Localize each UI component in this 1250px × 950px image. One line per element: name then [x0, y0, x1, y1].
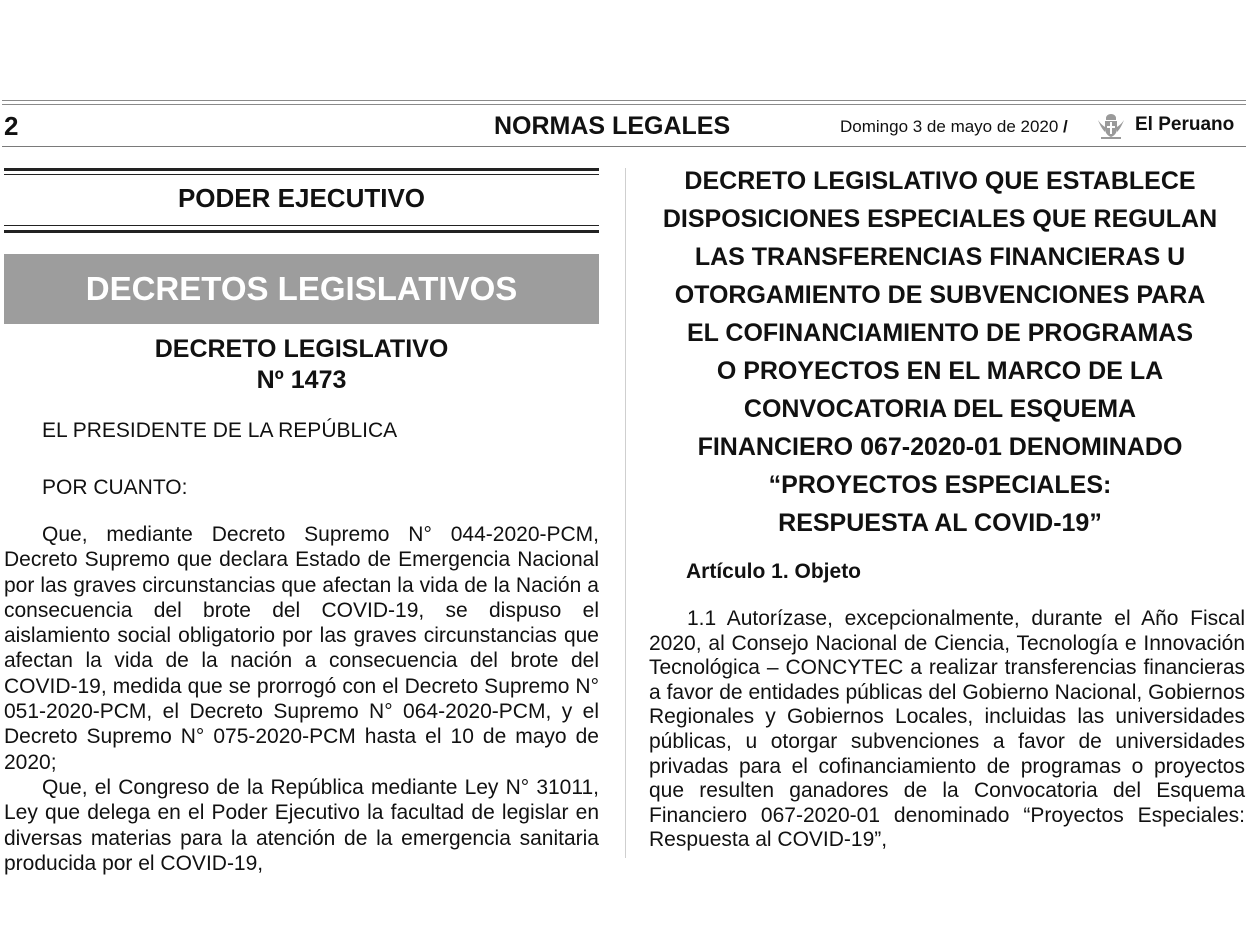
- branch-rule-bottom-thin: [4, 225, 599, 226]
- section-banner: [4, 254, 599, 324]
- header-rule-top: [2, 100, 1246, 101]
- header-rule-bottom: [2, 146, 1246, 147]
- title-line: FINANCIERO 067-2020-01 DENOMINADO: [697, 433, 1183, 461]
- title-line: CONVOCATORIA DEL ESQUEMA: [743, 395, 1137, 423]
- brand-name: El Peruano: [1135, 114, 1235, 135]
- right-body-text: [649, 607, 1245, 858]
- title-line: O PROYECTOS EN EL MARCO DE LA: [716, 357, 1164, 385]
- por-cuanto-line: POR CUANTO:: [42, 476, 188, 499]
- section-title: NORMAS LEGALES: [494, 112, 731, 140]
- section-banner-text: DECRETOS LEGISLATIVOS: [85, 270, 518, 307]
- paragraph: Que, mediante Decreto Supremo N° 044-2020-PCM, Decreto Supremo que declara Estado de Emergencia Nacional por las graves circunstancias que afectan la vida de la Nación a consecuencia del brote del COVID-19, se dispuso el aislamiento social obligatorio por las graves circunstancias que afectan la vida de la nación a consecuencia del brote del COVID-19, medida que se prorrogó con el Decreto Supremo N° 051-2020-PCM, el Decreto Supremo N° 064-2020-PCM, y el Decreto Supremo N° 075-2020-PCM hasta el 10 de mayo de 2020;: [4, 523, 599, 774]
- title-line: LAS TRANSFERENCIAS FINANCIERAS U: [694, 243, 1186, 271]
- column-divider: [625, 168, 626, 858]
- title-line: RESPUESTA AL COVID-19”: [778, 509, 1102, 537]
- header-date-line: [840, 117, 1068, 137]
- paragraph: Que, el Congreso de la República mediante Ley N° 31011, Ley que delega en el Poder Ejecutivo la facultad de legislar en diversas materias para la atención de la emergencia sanitaria producida por el COVID-19,: [4, 775, 599, 875]
- president-line: EL PRESIDENTE DE LA REPÚBLICA: [42, 419, 398, 442]
- coat-of-arms-icon: [1096, 111, 1126, 141]
- header-rule-top-second: [2, 104, 1246, 105]
- branch-heading: PODER EJECUTIVO: [177, 183, 426, 213]
- decree-full-title: [655, 162, 1225, 542]
- article-heading: Artículo 1. Objeto: [686, 560, 862, 583]
- title-line: “PROYECTOS ESPECIALES:: [768, 471, 1112, 499]
- paragraph: 1.1 Autorízase, excepcionalmente, durante el Año Fiscal 2020, al Consejo Nacional de Ciencia, Tecnología e Innovación Tecnológica – CONCYTEC a realizar transferencias financieras a favor de entidades públicas del Gobierno Nacional, Gobiernos Regionales y Gobiernos Locales, incluidas las universidades públicas, u otorgar subvenciones a favor de universidades privadas para el cofinanciamiento de programas o proyectos que resulten ganadores de la Convocatoria del Esquema Financiero 067-2020-01 denominado “Proyectos Especiales: Respuesta al COVID-19”,: [649, 607, 1245, 852]
- decree-title: [4, 334, 599, 396]
- date-separator: /: [1063, 117, 1068, 136]
- branch-rule-top-thick: [4, 168, 599, 171]
- publication-date: Domingo 3 de mayo de 2020: [840, 117, 1059, 136]
- branch-rule-bottom-thick: [4, 230, 599, 233]
- title-line: OTORGAMIENTO DE SUBVENCIONES PARA: [674, 281, 1206, 309]
- title-line: DISPOSICIONES ESPECIALES QUE REGULAN: [662, 205, 1218, 233]
- branch-rule-top-thin: [4, 174, 599, 175]
- left-body-text: [4, 522, 599, 875]
- page-number: 2: [4, 111, 19, 141]
- title-line: EL COFINANCIAMIENTO DE PROGRAMAS: [686, 319, 1194, 347]
- title-line: DECRETO LEGISLATIVO QUE ESTABLECE: [684, 167, 1196, 195]
- decree-number: Nº 1473: [256, 366, 347, 394]
- decree-title-line1: DECRETO LEGISLATIVO: [154, 335, 449, 363]
